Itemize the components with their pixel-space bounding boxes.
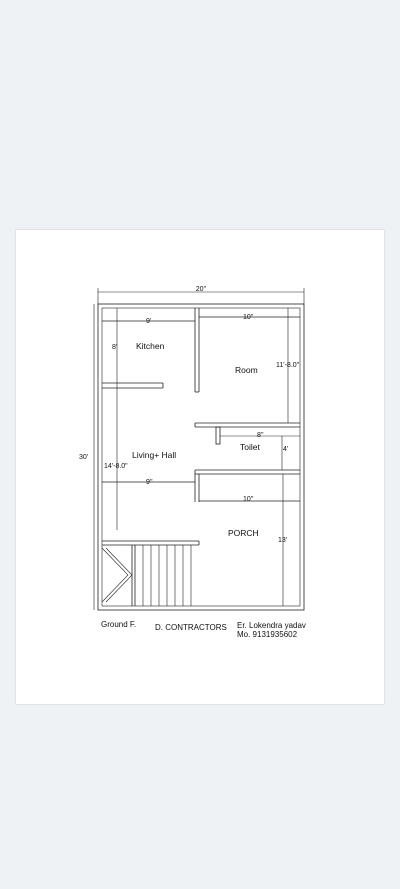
room-width-label: 10'' xyxy=(243,314,254,321)
floor-label: Ground F. xyxy=(101,620,137,629)
toilet-label: Toilet xyxy=(240,442,260,452)
drawing-sheet xyxy=(16,230,384,704)
porch-width-label: 10'' xyxy=(243,496,254,503)
porch-label: PORCH xyxy=(228,528,259,538)
living-hall-label: Living+ Hall xyxy=(132,450,177,460)
hall-width-label: 9'' xyxy=(146,479,153,486)
toilet-depth-label: 4' xyxy=(283,446,289,453)
room-label: Room xyxy=(235,365,258,375)
plan-linework xyxy=(94,288,304,610)
toilet-width-label: 8'' xyxy=(257,432,264,439)
company-label: D. CONTRACTORS xyxy=(155,623,227,632)
kitchen-width-label: 9' xyxy=(146,318,152,325)
engineer-name: Er. Lokendra yadav xyxy=(237,621,306,630)
toilet-door-jamb xyxy=(216,427,220,444)
floor-plan xyxy=(16,230,384,704)
overall-width-label: 20'' xyxy=(195,286,207,293)
mobile-number: Mo. 9131935602 xyxy=(237,630,298,639)
kitchen-label: Kitchen xyxy=(136,341,165,351)
kitchen-depth-label: 8' xyxy=(112,344,118,351)
overall-depth-label: 30' xyxy=(79,454,89,461)
porch-depth-label: 13' xyxy=(278,537,288,544)
stair-treads xyxy=(143,545,191,606)
stair-landing xyxy=(102,548,128,602)
hall-depth-label: 14'-8.0" xyxy=(104,463,128,470)
outer-wall xyxy=(98,304,304,610)
room-depth-label: 11'-8.0" xyxy=(276,362,300,369)
